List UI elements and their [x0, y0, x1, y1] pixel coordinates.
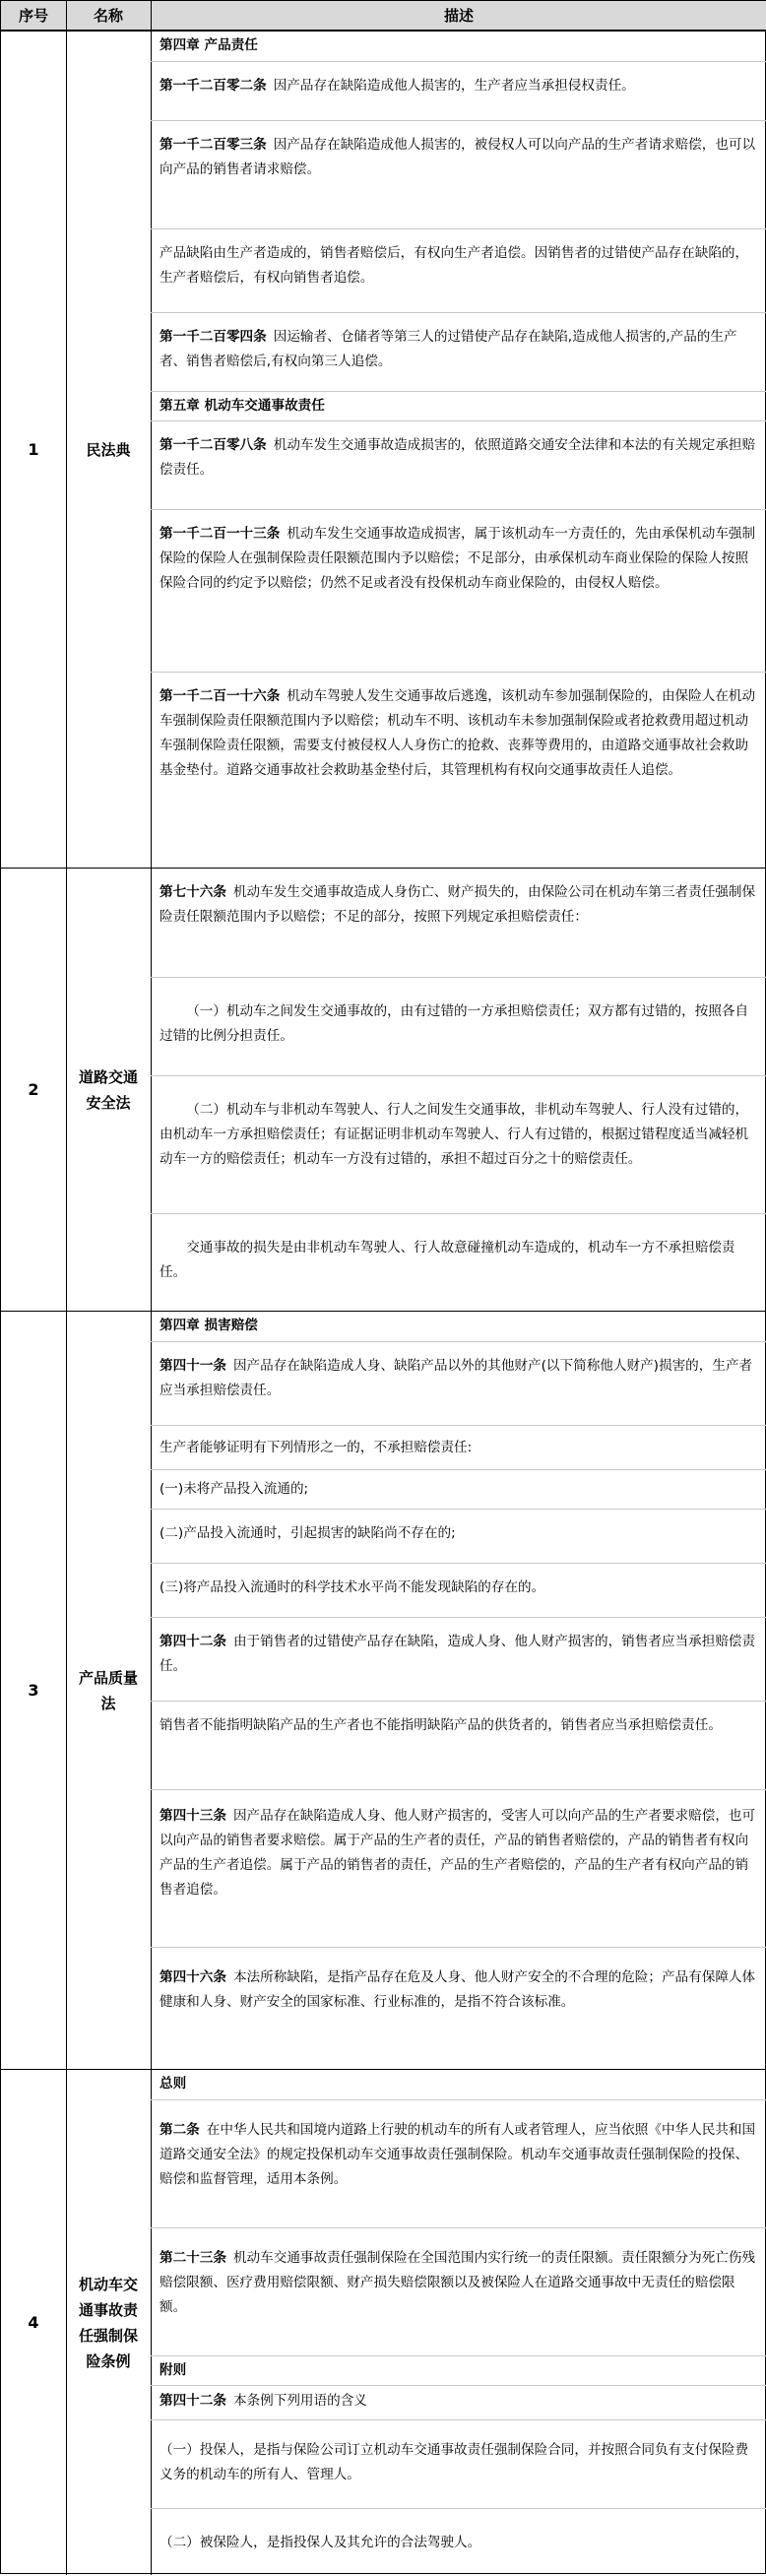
- law-group: [1, 31, 766, 868]
- table-row: [151, 977, 766, 1075]
- law-group: [1, 2069, 766, 2575]
- law-name: 民法典: [86, 440, 131, 459]
- table-row: [151, 1341, 766, 1425]
- table-row: [151, 1701, 766, 1789]
- article-text: 机动车发生交通事故造成损害，属于该机动车一方责任的，先由承保机动车强制保险的保险人在强制保险责任限额范围内予以赔偿；不足部分，由承保机动车商业保险的保险人按照保险合同的约定予以赔偿；仍然不足或者没有投保机动车商业保险的，由侵权人赔偿。: [160, 526, 756, 591]
- chapter-heading: 第五章 机动车交通事故责任: [160, 398, 325, 414]
- chapter-heading: 第四章 产品责任: [160, 37, 258, 53]
- table-row: [151, 2508, 766, 2576]
- article-text: 机动车发生交通事故造成损害的，依照道路交通安全法律和本法的有关规定承担赔偿责任。: [160, 437, 756, 478]
- table-row: [151, 391, 766, 420]
- paragraph-text: 产品缺陷由生产者造成的，销售者赔偿后，有权向生产者追偿。因销售者的过错使产品存在缺陷的，生产者赔偿后，有权向销售者追偿。: [160, 245, 749, 286]
- paragraph-text: 生产者能够证明有下列情形之一的，不承担赔偿责任:: [160, 1440, 473, 1455]
- law-seq: 2: [28, 1080, 39, 1099]
- law-name: 道路交通安全法: [78, 1067, 138, 1112]
- table-row: [151, 1312, 766, 1341]
- article-text: 由于销售者的过错使产品存在缺陷，造成人身、他人财产损害的，销售者应当承担赔偿责任。: [160, 1634, 756, 1674]
- table-row: [151, 2419, 766, 2508]
- law-group: [1, 1311, 766, 2069]
- paragraph-text: (一)未将产品投入流通的;: [160, 1481, 309, 1497]
- article-text: 因产品存在缺陷造成人身、缺陷产品以外的其他财产(以下简称他人财产)损害的，生产者应当承担赔偿责任。: [160, 1358, 753, 1398]
- paragraph-text: (二)产品投入流通时，引起损害的缺陷尚不存在的;: [160, 1525, 456, 1541]
- paragraph-text: （二）被保险人，是指投保人及其允许的合法驾驶人。: [160, 2535, 481, 2550]
- article-number: 第四十一条: [160, 1358, 226, 1374]
- article-number: 第七十六条: [160, 884, 226, 900]
- table-row: [151, 1469, 766, 1509]
- article-number: 第一千二百零二条: [160, 78, 267, 94]
- paragraph-text: （一）机动车之间发生交通事故的，由有过错的一方承担赔偿责任；双方都有过错的，按照各自过错的比例分担责任。: [160, 1003, 749, 1044]
- law-seq: 3: [28, 1681, 39, 1700]
- header-seq: 序号: [18, 7, 48, 25]
- article-text: 本法所称缺陷，是指产品存在危及人身、他人财产安全的不合理的危险；产品有保障人体健康和人身、财产安全的国家标准、行业标准的，是指不符合该标准。: [160, 1969, 756, 2010]
- table-row: [151, 2385, 766, 2419]
- table-row: [151, 120, 766, 228]
- table-row: [151, 2099, 766, 2227]
- table-row: [151, 420, 766, 509]
- paragraph-text: 销售者不能指明缺陷产品的生产者也不能指明缺陷产品的供货者的，销售者应当承担赔偿责任。: [160, 1717, 722, 1733]
- table-row: [151, 32, 766, 61]
- paragraph-text: 交通事故的损失是由非机动车驾驶人、行人故意碰撞机动车造成的，机动车一方不承担赔偿责任。: [160, 1240, 735, 1280]
- header-name: 名称: [93, 7, 123, 25]
- paragraph-text: (三)将产品投入流通时的科学技术水平尚不能发现缺陷的存在的。: [160, 1579, 545, 1595]
- table-row: [151, 1213, 766, 1312]
- article-number: 第一千二百零三条: [160, 137, 267, 153]
- paragraph-text: （一）投保人，是指与保险公司订立机动车交通事故责任强制保险合同，并按照合同负有支付保险费义务的机动车的所有人、管理人。: [160, 2442, 749, 2482]
- law-seq: 4: [28, 2313, 39, 2332]
- article-number: 第一千二百零四条: [160, 329, 267, 345]
- article-number: 第一千二百一十六条: [160, 688, 281, 704]
- article-number: 第一千二百一十三条: [160, 526, 281, 542]
- paragraph-text: （二）机动车与非机动车驾驶人、行人之间发生交通事故，非机动车驾驶人、行人没有过错的，由机动车一方承担赔偿责任；有证据证明非机动车驾驶人、行人有过错的，根据过错程度适当减轻机动车一方的赔偿责任；机动车一方没有过错的，承担不超过百分之十的赔偿责任。: [160, 1102, 749, 1167]
- table-row: [151, 228, 766, 312]
- table-row: [151, 1947, 766, 2070]
- article-text: 因产品存在缺陷造成人身、他人财产损害的，受害人可以向产品的生产者要求赔偿，也可以向产品的销售者要求赔偿。属于产品的生产者的责任，产品的销售者赔偿的，产品的销售者有权向产品的生产者追偿。属于产品的销售者的责任，产品的生产者赔偿的，产品的生产者有权向产品的销售者追偿。: [160, 1808, 756, 1898]
- table-row: [151, 1789, 766, 1947]
- article-text: 因运输者、仓储者等第三人的过错使产品存在缺陷,造成他人损害的,产品的生产者、销售者赔偿后,有权向第三人追偿。: [160, 329, 737, 369]
- article-number: 第二十三条: [160, 2250, 226, 2266]
- header-description: 描述: [443, 7, 474, 25]
- law-group: [1, 868, 766, 1311]
- table-row: [151, 1425, 766, 1469]
- article-text: 因产品存在缺陷造成他人损害的，被侵权人可以向产品的生产者请求赔偿，也可以向产品的销售者请求赔偿。: [160, 137, 756, 177]
- table-row: [151, 1075, 766, 1213]
- article-text: 机动车交通事故责任强制保险在全国范围内实行统一的责任限额。责任限额分为死亡伤残赔偿限额、医疗费用赔偿限额、财产损失赔偿限额以及被保险人在道路交通事故中无责任的赔偿限额。: [160, 2250, 756, 2315]
- article-text: 在中华人民共和国境内道路上行驶的机动车的所有人或者管理人，应当依照《中华人民共和国道路交通安全法》的规定投保机动车交通事故责任强制保险。机动车交通事故责任强制保险的投保、赔偿和监督管理，适用本条例。: [160, 2122, 756, 2187]
- table-row: [151, 2070, 766, 2099]
- section-heading: 附则: [160, 2362, 187, 2378]
- article-text: 机动车发生交通事故造成人身伤亡、财产损失的，由保险公司在机动车第三者责任强制保险责任限额范围内予以赔偿；不足的部分，按照下列规定承担赔偿责任：: [160, 884, 756, 925]
- table-header: [1, 1, 766, 31]
- law-seq: 1: [28, 440, 39, 459]
- table-row: [151, 1509, 766, 1563]
- chapter-heading: 第四章 损害赔偿: [160, 1318, 258, 1333]
- article-number: 第四十三条: [160, 1808, 226, 1824]
- article-number: 第四十二条: [160, 2393, 226, 2409]
- table-row: [151, 869, 766, 977]
- article-number: 第二条: [160, 2122, 200, 2138]
- law-name: 机动车交通事故责任强制保险条例: [78, 2275, 138, 2370]
- article-number: 第一千二百零八条: [160, 437, 267, 453]
- table-row: [151, 1563, 766, 1617]
- table-row: [151, 2227, 766, 2355]
- article-text: 因产品存在缺陷造成他人损害的，生产者应当承担侵权责任。: [273, 78, 635, 94]
- article-text: 机动车驾驶人发生交通事故后逃逸，该机动车参加强制保险的，由保险人在机动车强制保险责任限额范围内予以赔偿；机动车不明、该机动车未参加强制保险或者抢救费用超过机动车强制保险责任限额，需要支付被侵权人人身伤亡的抢救、丧葬等费用的，由道路交通事故社会救助基金垫付。道路交通事故社会救助基金垫付后，其管理机构有权向交通事故责任人追偿。: [160, 688, 756, 778]
- table-row: [151, 312, 766, 391]
- table-row: [151, 61, 766, 120]
- table-row: [151, 509, 766, 672]
- table-row: [151, 1617, 766, 1701]
- table-row: [151, 672, 766, 869]
- article-number: 第四十二条: [160, 1634, 226, 1649]
- table-row: [151, 2355, 766, 2385]
- article-text: 本条例下列用语的含义: [232, 2393, 367, 2409]
- section-heading: 总则: [160, 2076, 187, 2092]
- article-number: 第四十六条: [160, 1969, 226, 1985]
- law-name: 产品质量法: [78, 1668, 138, 1712]
